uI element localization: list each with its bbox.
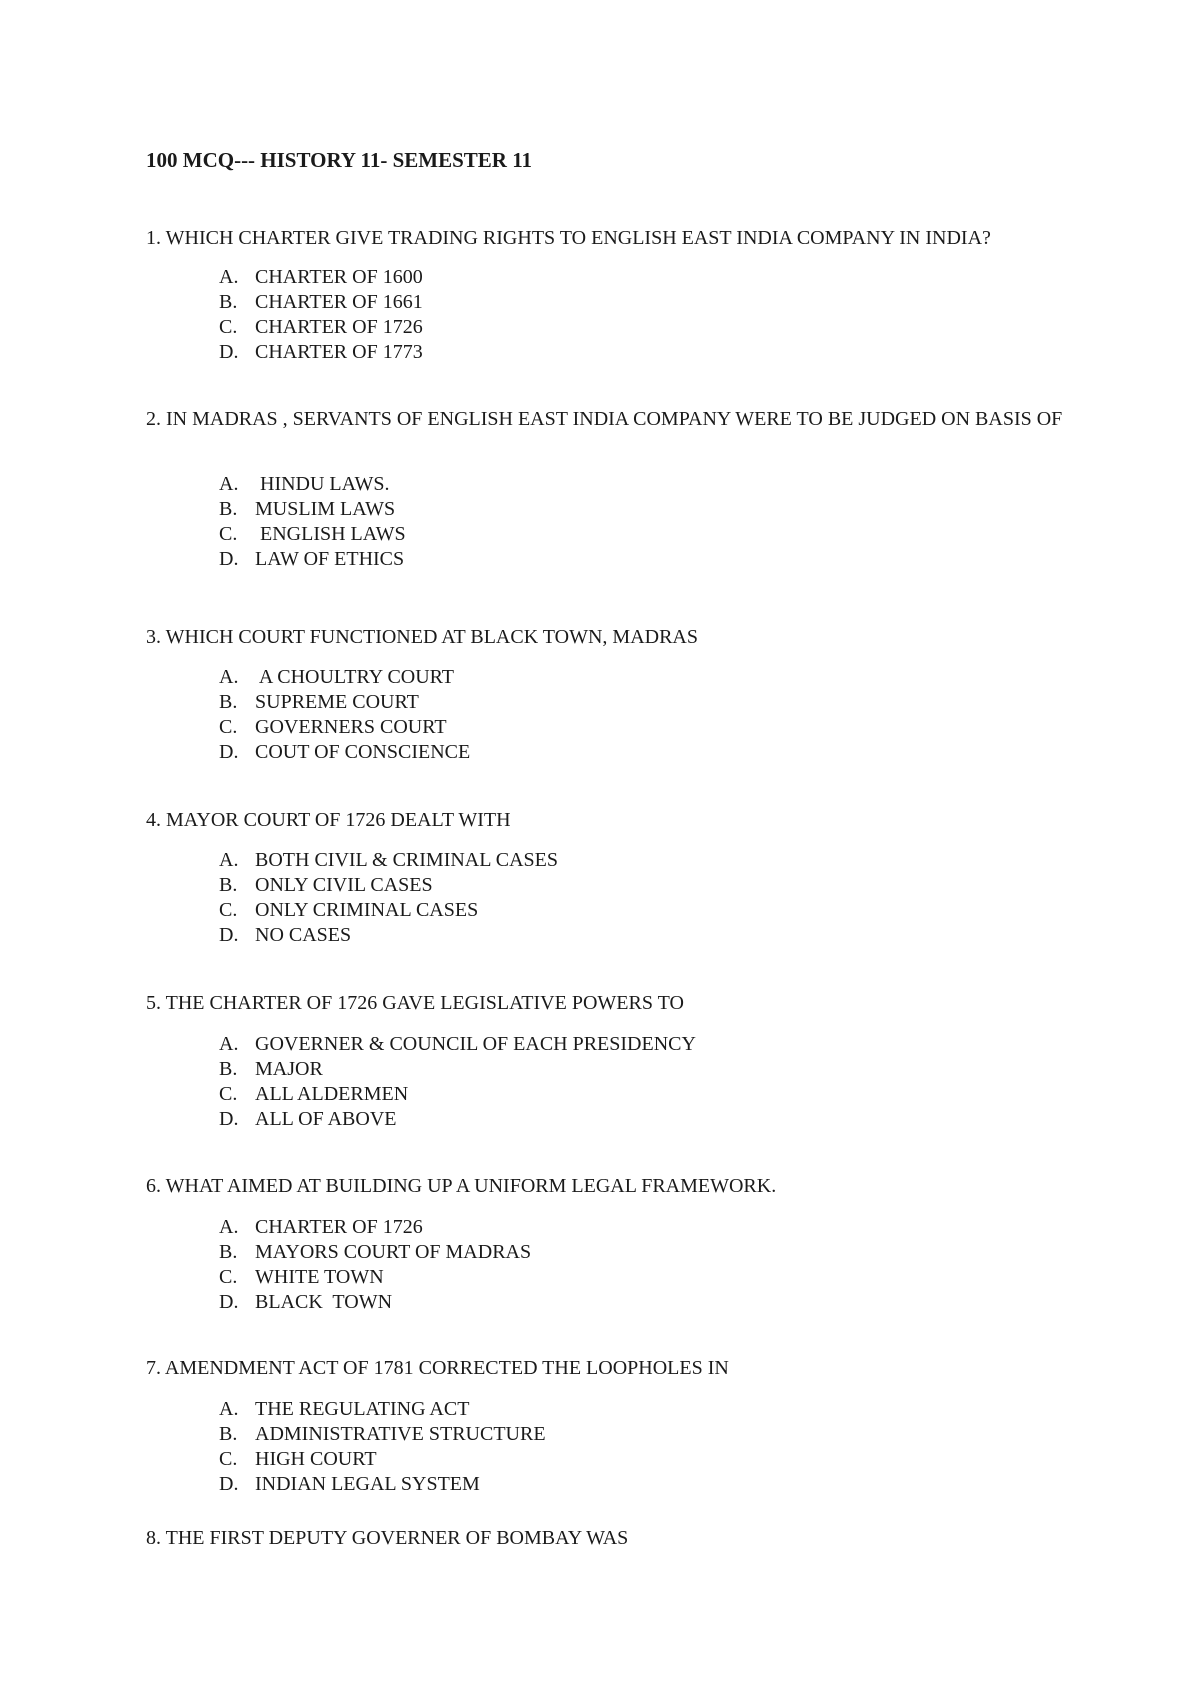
option-letter: D. xyxy=(219,924,239,946)
option-text: THE REGULATING ACT xyxy=(255,1398,470,1420)
question-7: 7. AMENDMENT ACT OF 1781 CORRECTED THE LOOPHOLES IN xyxy=(146,1357,729,1379)
question-6-option-a xyxy=(219,1215,423,1240)
option-letter: A. xyxy=(219,849,239,871)
option-text: ALL OF ABOVE xyxy=(255,1108,397,1130)
option-letter: D. xyxy=(219,741,239,763)
option-text: ADMINISTRATIVE STRUCTURE xyxy=(255,1423,546,1445)
option-letter: D. xyxy=(219,548,239,570)
question-7-option-a xyxy=(219,1397,469,1422)
question-6: 6. WHAT AIMED AT BUILDING UP A UNIFORM LEGAL FRAMEWORK. xyxy=(146,1175,777,1197)
option-text: MAYORS COURT OF MADRAS xyxy=(255,1241,532,1263)
option-text: ONLY CRIMINAL CASES xyxy=(255,899,479,921)
option-letter: C. xyxy=(219,1448,238,1470)
option-text: ONLY CIVIL CASES xyxy=(255,874,433,896)
option-letter: D. xyxy=(219,341,239,363)
option-text: CHARTER OF 1773 xyxy=(255,341,423,363)
option-text: WHITE TOWN xyxy=(255,1266,384,1288)
question-8: 8. THE FIRST DEPUTY GOVERNER OF BOMBAY WAS xyxy=(146,1527,629,1549)
question-3-option-d xyxy=(219,740,470,765)
question-4: 4. MAYOR COURT OF 1726 DEALT WITH xyxy=(146,809,511,831)
option-text: GOVERNER & COUNCIL OF EACH PRESIDENCY xyxy=(255,1033,696,1055)
question-2-option-d xyxy=(219,547,404,572)
question-1-option-c xyxy=(219,315,423,340)
option-letter: B. xyxy=(219,498,238,520)
option-text: HIGH COURT xyxy=(255,1448,377,1470)
question-5-option-c xyxy=(219,1082,408,1107)
option-letter: C. xyxy=(219,899,238,921)
option-letter: B. xyxy=(219,1423,238,1445)
option-text: LAW OF ETHICS xyxy=(255,548,405,570)
option-text: CHARTER OF 1600 xyxy=(255,266,423,288)
question-6-option-d xyxy=(219,1290,392,1315)
question-3-option-c xyxy=(219,715,447,740)
question-5-option-b xyxy=(219,1057,323,1082)
question-4-option-c xyxy=(219,898,478,923)
question-7-option-c xyxy=(219,1447,377,1472)
question-3: 3. WHICH COURT FUNCTIONED AT BLACK TOWN, MADRAS xyxy=(146,626,698,648)
option-letter: C. xyxy=(219,316,238,338)
option-text: INDIAN LEGAL SYSTEM xyxy=(255,1473,480,1495)
option-letter: A. xyxy=(219,1216,239,1238)
question-7-option-b xyxy=(219,1422,546,1447)
option-letter: C. xyxy=(219,523,238,545)
option-letter: C. xyxy=(219,1083,238,1105)
option-letter: A. xyxy=(219,1033,239,1055)
option-text: SUPREME COURT xyxy=(255,691,419,713)
question-5-option-a xyxy=(219,1032,696,1057)
option-text: BOTH CIVIL & CRIMINAL CASES xyxy=(255,849,558,871)
option-letter: B. xyxy=(219,691,238,713)
option-letter: B. xyxy=(219,1241,238,1263)
question-4-option-a xyxy=(219,848,558,873)
option-letter: B. xyxy=(219,1058,238,1080)
option-text: A CHOULTRY COURT xyxy=(255,666,455,688)
option-letter: A. xyxy=(219,266,239,288)
question-3-option-a xyxy=(219,665,454,690)
option-text: GOVERNERS COURT xyxy=(255,716,447,738)
option-letter: C. xyxy=(219,1266,238,1288)
option-text: COUT OF CONSCIENCE xyxy=(255,741,471,763)
option-text: CHARTER OF 1726 xyxy=(255,316,423,338)
question-2-option-b xyxy=(219,497,395,522)
question-6-option-b xyxy=(219,1240,531,1265)
option-text: BLACK TOWN xyxy=(255,1291,393,1313)
option-letter: A. xyxy=(219,1398,239,1420)
option-text: CHARTER OF 1726 xyxy=(255,1216,423,1238)
option-letter: D. xyxy=(219,1108,239,1130)
question-4-option-b xyxy=(219,873,433,898)
option-letter: A. xyxy=(219,666,239,688)
option-text: ENGLISH LAWS xyxy=(255,523,406,545)
question-2-option-a xyxy=(219,472,390,497)
question-5-option-d xyxy=(219,1107,396,1132)
option-letter: B. xyxy=(219,874,238,896)
question-2-option-c xyxy=(219,522,406,547)
document-title: 100 MCQ--- HISTORY 11- SEMESTER 11 xyxy=(146,148,533,172)
question-1-option-d xyxy=(219,340,423,365)
question-1-option-a xyxy=(219,265,423,290)
question-1-option-b xyxy=(219,290,423,315)
option-letter: A. xyxy=(219,473,239,495)
option-text: CHARTER OF 1661 xyxy=(255,291,423,313)
question-1: 1. WHICH CHARTER GIVE TRADING RIGHTS TO ENGLISH EAST INDIA COMPANY IN INDIA? xyxy=(146,227,991,249)
option-letter: B. xyxy=(219,291,238,313)
option-letter: D. xyxy=(219,1473,239,1495)
question-5: 5. THE CHARTER OF 1726 GAVE LEGISLATIVE POWERS TO xyxy=(146,992,684,1014)
question-7-option-d xyxy=(219,1472,480,1497)
option-text: ALL ALDERMEN xyxy=(255,1083,409,1105)
option-letter: C. xyxy=(219,716,238,738)
option-text: MUSLIM LAWS xyxy=(255,498,396,520)
option-text: NO CASES xyxy=(255,924,352,946)
question-6-option-c xyxy=(219,1265,384,1290)
option-text: MAJOR xyxy=(255,1058,323,1080)
option-text: HINDU LAWS. xyxy=(255,473,390,495)
question-3-option-b xyxy=(219,690,419,715)
option-letter: D. xyxy=(219,1291,239,1313)
question-2: 2. IN MADRAS , SERVANTS OF ENGLISH EAST INDIA COMPANY WERE TO BE JUDGED ON BASIS OF xyxy=(146,408,1063,430)
question-4-option-d xyxy=(219,923,351,948)
